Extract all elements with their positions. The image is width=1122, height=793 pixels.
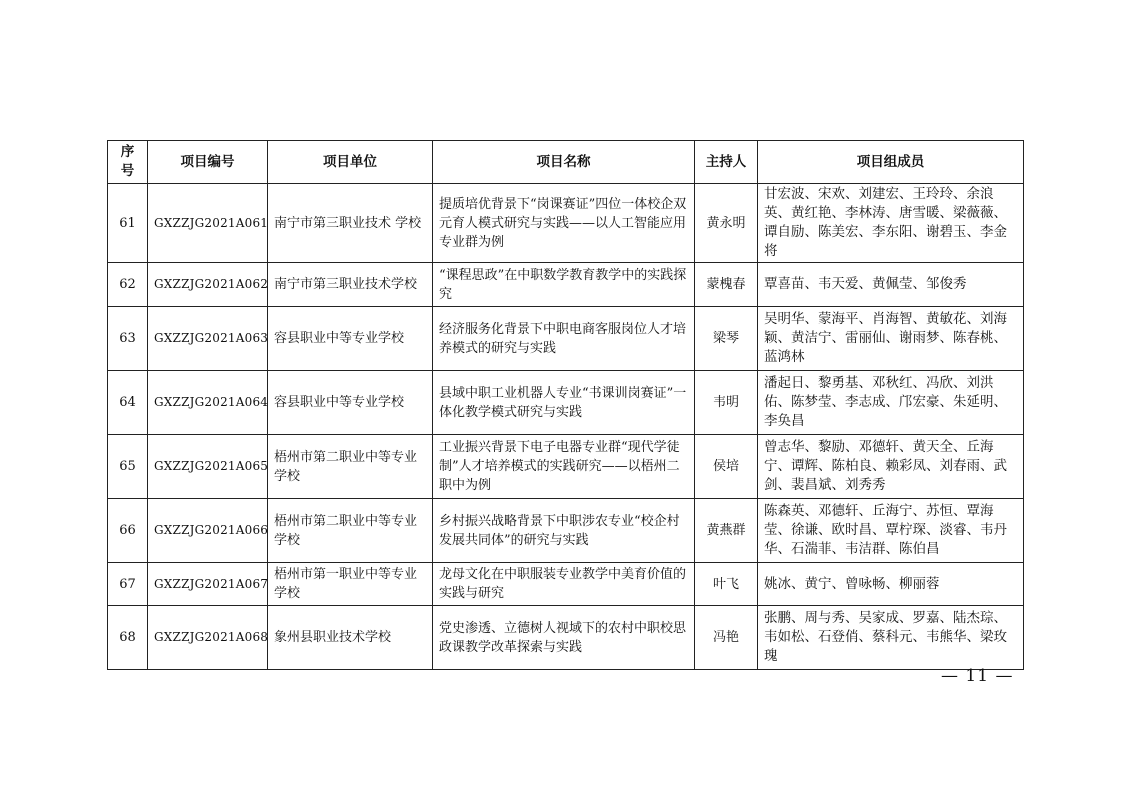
cell-members: 张鹏、周与秀、吴家成、罗嘉、陆杰琮、韦如松、石登俏、蔡科元、韦熊华、梁玫瑰 [758, 606, 1024, 670]
cell-name: 经济服务化背景下中职电商客服岗位人才培养模式的研究与实践 [433, 307, 695, 371]
cell-code: GXZZJG2021A065 [148, 435, 268, 499]
cell-code: GXZZJG2021A064 [148, 371, 268, 435]
cell-seq: 64 [108, 371, 148, 435]
cell-members: 潘起日、黎勇基、邓秋红、冯欣、刘洪佑、陈梦莹、李志成、邝宏豪、朱延明、李奂昌 [758, 371, 1024, 435]
header-host: 主持人 [695, 141, 758, 184]
cell-unit: 容县职业中等专业学校 [268, 371, 433, 435]
table-row [108, 307, 1024, 371]
project-table [107, 140, 1024, 670]
cell-seq: 63 [108, 307, 148, 371]
cell-host: 冯艳 [695, 606, 758, 670]
cell-members: 甘宏波、宋欢、刘建宏、王玲玲、余浪英、黄红艳、李林涛、唐雪暖、梁薇薇、谭自励、陈美宏、李东阳、谢碧玉、李金将 [758, 184, 1024, 263]
header-name: 项目名称 [433, 141, 695, 184]
cell-code: GXZZJG2021A062 [148, 263, 268, 307]
cell-code: GXZZJG2021A063 [148, 307, 268, 371]
cell-unit: 象州县职业技术学校 [268, 606, 433, 670]
table-row [108, 606, 1024, 670]
cell-members: 姚冰、黄宁、曾咏畅、柳丽蓉 [758, 563, 1024, 606]
cell-members: 吴明华、蒙海平、肖海智、黄敏花、刘海颖、黄洁宁、雷丽仙、谢雨梦、陈春桃、蓝鸿林 [758, 307, 1024, 371]
header-seq: 序号 [108, 141, 148, 184]
cell-members: 曾志华、黎励、邓德轩、黄天全、丘海宁、谭辉、陈柏良、赖彩凤、刘春雨、武剑、裴昌斌、刘秀秀 [758, 435, 1024, 499]
cell-seq: 65 [108, 435, 148, 499]
cell-name: 工业振兴背景下电子电器专业群“现代学徒制”人才培养模式的实践研究——以梧州二职中为例 [433, 435, 695, 499]
cell-seq: 67 [108, 563, 148, 606]
cell-host: 黄永明 [695, 184, 758, 263]
cell-seq: 62 [108, 263, 148, 307]
cell-host: 叶飞 [695, 563, 758, 606]
page-number: — 11 — [941, 666, 1014, 686]
table-row [108, 563, 1024, 606]
cell-unit: 容县职业中等专业学校 [268, 307, 433, 371]
header-unit: 项目单位 [268, 141, 433, 184]
header-members: 项目组成员 [758, 141, 1024, 184]
cell-unit: 南宁市第三职业技术学校 [268, 263, 433, 307]
cell-host: 梁琴 [695, 307, 758, 371]
cell-code: GXZZJG2021A068 [148, 606, 268, 670]
cell-members: 陈森英、邓德轩、丘海宁、苏恒、覃海莹、徐谦、欧时昌、覃柠琛、淡睿、韦丹华、石湍菲、韦洁群、陈伯昌 [758, 499, 1024, 563]
cell-members: 覃喜苗、韦天爱、黄佩莹、邹俊秀 [758, 263, 1024, 307]
cell-code: GXZZJG2021A061 [148, 184, 268, 263]
table-row [108, 499, 1024, 563]
cell-name: 乡村振兴战略背景下中职涉农专业“校企村发展共同体”的研究与实践 [433, 499, 695, 563]
table-row [108, 371, 1024, 435]
cell-name: 县域中职工业机器人专业“书课训岗赛证”一体化教学模式研究与实践 [433, 371, 695, 435]
cell-host: 黄燕群 [695, 499, 758, 563]
cell-name: 党史渗透、立德树人视域下的农村中职校思政课教学改革探索与实践 [433, 606, 695, 670]
cell-unit: 梧州市第二职业中等专业学校 [268, 435, 433, 499]
cell-unit: 南宁市第三职业技术 学校 [268, 184, 433, 263]
cell-host: 侯培 [695, 435, 758, 499]
header-code: 项目编号 [148, 141, 268, 184]
cell-unit: 梧州市第一职业中等专业学校 [268, 563, 433, 606]
table-row [108, 263, 1024, 307]
cell-unit: 梧州市第二职业中等专业学校 [268, 499, 433, 563]
cell-host: 蒙槐春 [695, 263, 758, 307]
cell-name: 提质培优背景下“岗课赛证”四位一体校企双元育人模式研究与实践——以人工智能应用专业群为例 [433, 184, 695, 263]
cell-name: “课程思政”在中职数学教育教学中的实践探究 [433, 263, 695, 307]
cell-seq: 66 [108, 499, 148, 563]
cell-name: 龙母文化在中职服装专业教学中美育价值的实践与研究 [433, 563, 695, 606]
table-header-row [108, 141, 1024, 184]
cell-seq: 61 [108, 184, 148, 263]
cell-host: 韦明 [695, 371, 758, 435]
cell-code: GXZZJG2021A066 [148, 499, 268, 563]
cell-code: GXZZJG2021A067 [148, 563, 268, 606]
table-row [108, 184, 1024, 263]
cell-seq: 68 [108, 606, 148, 670]
table-row [108, 435, 1024, 499]
